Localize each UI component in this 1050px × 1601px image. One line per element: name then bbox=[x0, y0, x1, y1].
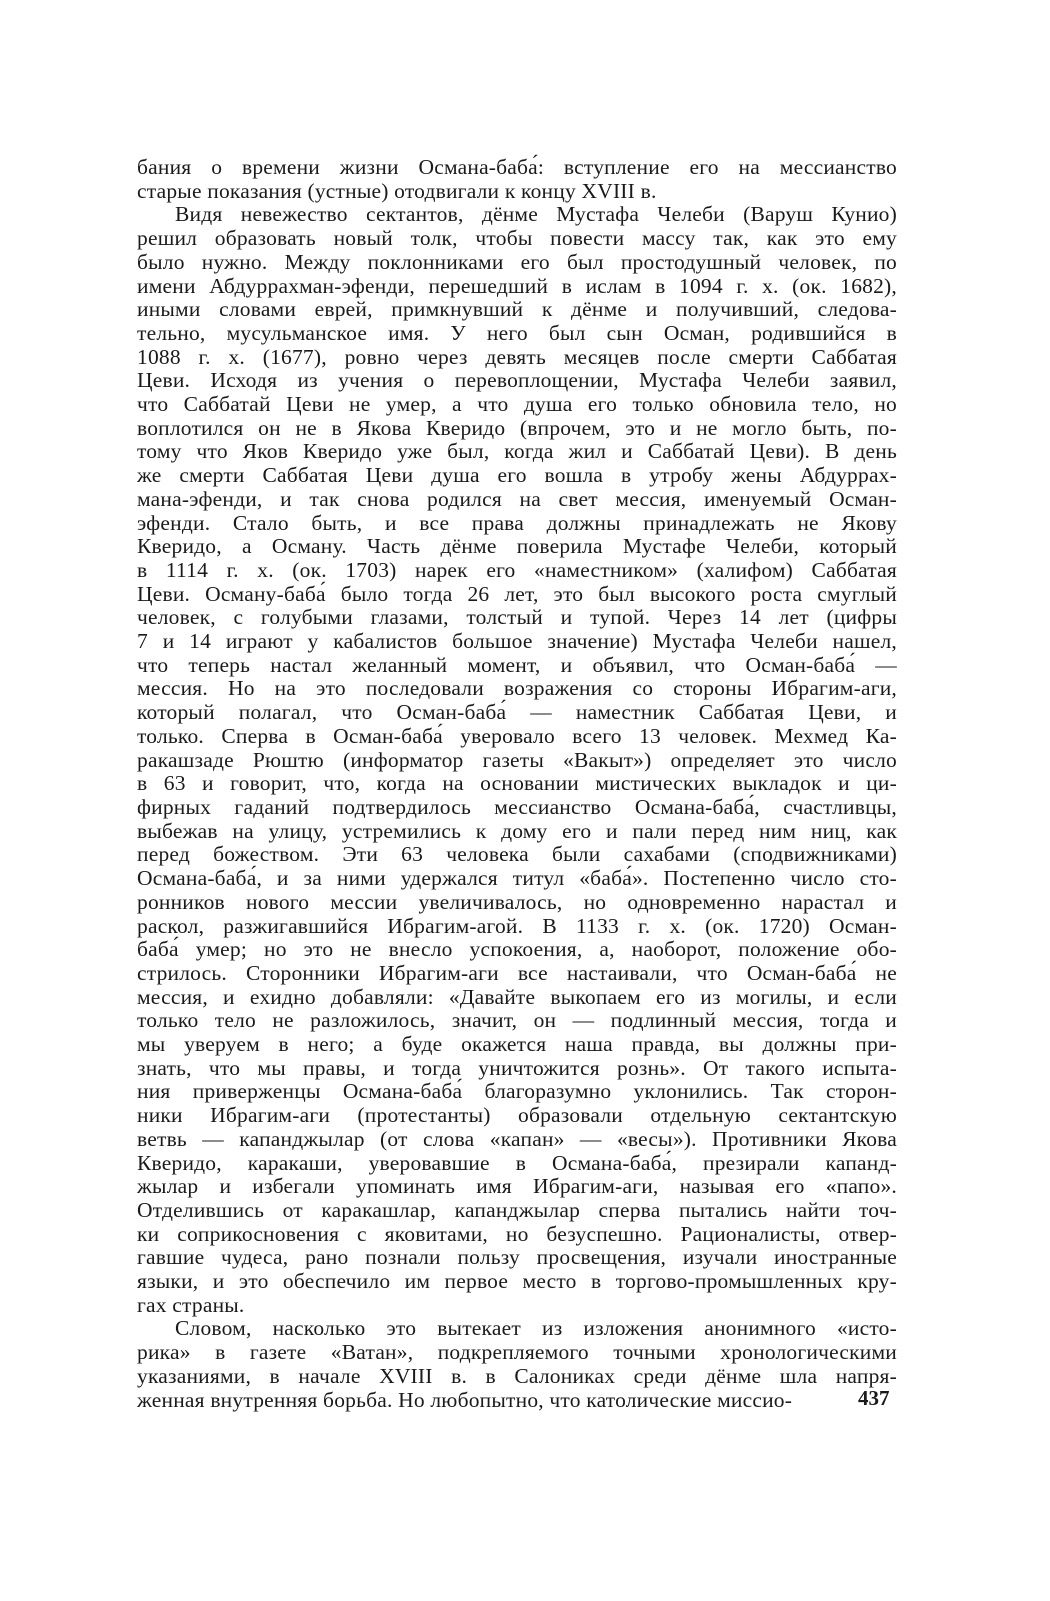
text-line: который полагал, что Осман-баба́ — наместник Саббатая Цеви, и bbox=[137, 700, 897, 725]
text-line: стрилось. Сторонники Ибрагим-аги все настаивали, что Осман-баба́ не bbox=[137, 960, 897, 985]
text-line: языки, и это обеспечило им первое место в торгово-промышленных кру- bbox=[137, 1269, 897, 1294]
text-line: ники Ибрагим-аги (протестанты) образовали отдельную сектантскую bbox=[137, 1103, 897, 1128]
text-line: ракашзаде Рюштю (информатор газеты «Вакыт») определяет это число bbox=[137, 747, 897, 772]
text-line: указаниями, в начале XVIII в. в Салониках среди дёнме шла напря- bbox=[137, 1363, 897, 1388]
text-line: только. Сперва в Осман-баба́ уверовало всего 13 человек. Мехмед Ка- bbox=[137, 723, 897, 748]
paragraph-2 bbox=[137, 203, 897, 1317]
text-line: что теперь настал желанный момент, и объявил, что Осман-баба́ — bbox=[137, 652, 897, 677]
text-line: выбежав на улицу, устремились к дому его и пали перед ним ниц, как bbox=[137, 818, 897, 843]
paragraph-3 bbox=[137, 1317, 897, 1412]
text-line: ки соприкосновения с яковитами, но безуспешно. Рационалисты, отвер- bbox=[137, 1221, 897, 1246]
text-line: Цеви. Исходя из учения о перевоплощении, Мустафа Челеби заявил, bbox=[137, 368, 897, 393]
text-line: же смерти Саббатая Цеви душа его вошла в утробу жены Абдуррах- bbox=[137, 463, 897, 488]
text-line: мы уверуем в него; а буде окажется наша правда, вы должны при- bbox=[137, 1032, 897, 1057]
text-line: тельно, мусульманское имя. У него был сын Осман, родившийся в bbox=[137, 320, 897, 345]
text-line: ветвь — капанджылар (от слова «капан» — «весы»). Противники Якова bbox=[137, 1126, 897, 1151]
body-text bbox=[137, 156, 897, 1412]
text-line: гах страны. bbox=[137, 1292, 245, 1317]
text-line: было нужно. Между поклонниками его был простодушный человек, по bbox=[137, 249, 897, 274]
text-line: фирных гаданий подтвердилось мессианство Османа-баба́, счастливцы, bbox=[137, 794, 897, 819]
text-line: перед божеством. Эти 63 человека были сахабами (сподвижниками) bbox=[137, 842, 897, 867]
text-line: только тело не разложилось, значит, он — подлинный мессия, тогда и bbox=[137, 1008, 897, 1033]
text-line: женная внутренняя борьба. Но любопытно, что католические миссио- bbox=[137, 1387, 793, 1412]
paragraph-1 bbox=[137, 156, 897, 203]
text-line: что Саббатай Цеви не умер, а что душа его только обновила тело, но bbox=[137, 392, 897, 417]
text-line: решил образовать новый толк, чтобы повести массу так, как это ему bbox=[137, 226, 897, 251]
text-line: имени Абдуррахман-эфенди, перешедший в ислам в 1094 г. х. (ок. 1682), bbox=[137, 273, 897, 298]
text-line: мессия. Но на это последовали возражения со стороны Ибрагим-аги, bbox=[137, 676, 897, 701]
text-line: человек, с голубыми глазами, толстый и тупой. Через 14 лет (цифры bbox=[137, 605, 897, 630]
text-line: бания о времени жизни Османа-баба́: вступление его на мессианство bbox=[137, 155, 897, 179]
text-line: Отделившись от каракашлар, капанджылар сперва пытались найти точ- bbox=[137, 1197, 897, 1222]
text-line: иными словами еврей, примкнувший к дёнме и получивший, следова- bbox=[137, 297, 897, 322]
text-line: в 63 и говорит, что, когда на основании мистических выкладок и ци- bbox=[137, 771, 897, 796]
text-line: в 1114 г. х. (ок. 1703) нарек его «наместником» (халифом) Саббатая bbox=[137, 557, 897, 582]
text-line: воплотился он не в Якова Кверидо (впрочем, это и не могло быть, по- bbox=[137, 415, 897, 440]
text-line: баба́ умер; но это не внесло успокоения, а, наоборот, положение обо- bbox=[137, 937, 897, 962]
text-line: знать, что мы правы, и тогда уничтожится рознь». От такого испыта- bbox=[137, 1055, 897, 1080]
text-line: раскол, разжигавшийся Ибрагим-агой. В 1133 г. х. (ок. 1720) Осман- bbox=[137, 913, 897, 938]
text-line: ронников нового мессии увеличивалось, но одновременно нарастал и bbox=[137, 889, 897, 914]
text-line: Кверидо, а Осману. Часть дёнме поверила Мустафе Челеби, который bbox=[137, 534, 897, 559]
text-line: ния приверженцы Османа-баба́ благоразумно уклонились. Так сторон- bbox=[137, 1079, 897, 1104]
text-line: Цеви. Осману-баба́ было тогда 26 лет, это был высокого роста смуглый bbox=[137, 581, 897, 606]
text-line: Османа-баба́, и за ними удержался титул «баба́». Постепенно число сто- bbox=[137, 866, 897, 891]
text-line: Кверидо, каракаши, уверовавшие в Османа-баба́, презирали капанд- bbox=[137, 1150, 897, 1175]
text-line: мессия, и ехидно добавляли: «Давайте выкопаем его из могилы, и если bbox=[137, 984, 897, 1009]
text-line: мана-эфенди, и так снова родился на свет мессия, именуемый Осман- bbox=[137, 486, 897, 511]
text-line: 1088 г. х. (1677), ровно через девять месяцев после смерти Саббатая bbox=[137, 344, 897, 369]
text-line: старые показания (устные) отодвигали к концу XVIII в. bbox=[137, 178, 657, 203]
text-line: 7 и 14 играют у кабалистов большое значение) Мустафа Челеби нашел, bbox=[137, 629, 897, 654]
text-line: Видя невежество сектантов, дёнме Мустафа Челеби (Варуш Кунио) bbox=[175, 202, 897, 227]
page-number: 437 bbox=[858, 1386, 890, 1410]
text-line: Словом, насколько это вытекает из изложения анонимного «исто- bbox=[175, 1316, 897, 1341]
text-line: рика» в газете «Ватан», подкрепляемого точными хронологическими bbox=[137, 1340, 897, 1365]
text-line: жылар и избегали упоминать имя Ибрагим-аги, называя его «папо». bbox=[137, 1174, 897, 1199]
text-line: тому что Яков Кверидо уже был, когда жил и Саббатай Цеви). В день bbox=[137, 439, 897, 464]
text-line: эфенди. Стало быть, и все права должны принадлежать не Якову bbox=[137, 510, 897, 535]
text-line: гавшие чудеса, рано познали пользу просвещения, изучали иностранные bbox=[137, 1245, 897, 1270]
